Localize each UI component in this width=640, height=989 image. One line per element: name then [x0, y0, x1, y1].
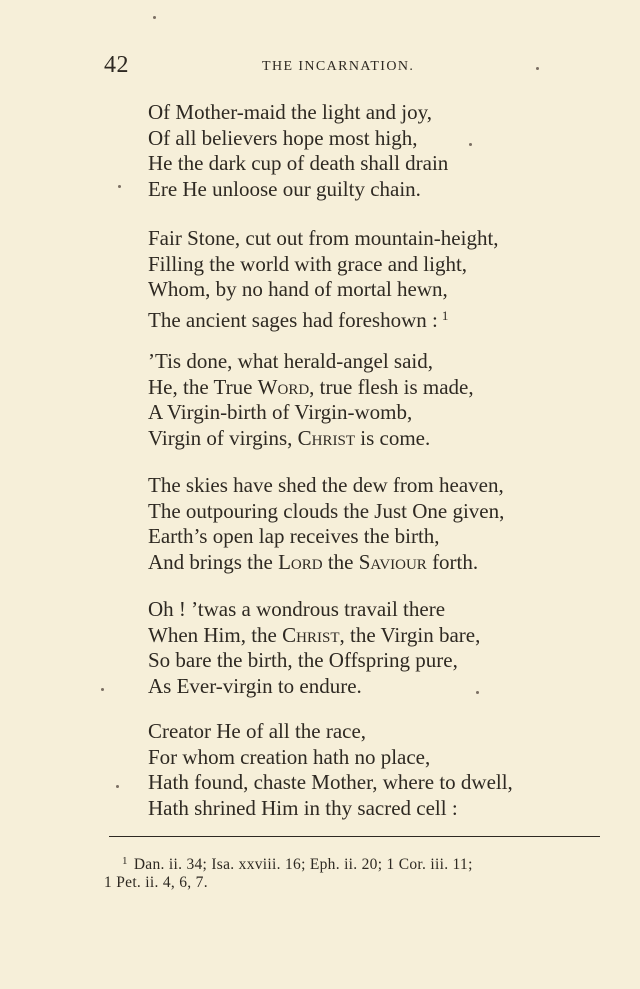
footnote-text: Dan. ii. 34; Isa. xxviii. 16; Eph. ii. 20; 1 Cor. iii. 11; [133, 856, 473, 873]
verse-line: ’Tis done, what herald-angel said, [148, 349, 433, 373]
stanza-6 [148, 719, 588, 821]
verse-text: And brings the [148, 549, 279, 574]
verse-line: So bare the birth, the Offspring pure, [148, 648, 458, 672]
stanza-5 [148, 597, 588, 699]
verse-line [148, 550, 588, 576]
verse-line [148, 426, 588, 452]
running-title: THE INCARNATION. [262, 59, 415, 74]
stanza-2 [148, 226, 588, 333]
verse-line: Of Mother-maid the light and joy, [148, 100, 432, 124]
verse-line: The outpouring clouds the Just One given, [148, 498, 505, 523]
print-speck [118, 185, 121, 188]
verse-text: When Him, the [148, 622, 283, 647]
small-caps-word: Word [257, 374, 310, 399]
footnote-continuation [104, 872, 612, 894]
verse-line: Ere He unloose our guilty chain. [148, 176, 421, 201]
print-speck [153, 16, 156, 19]
verse-line: Creator He of all the race, [148, 719, 367, 743]
verse-line: He the dark cup of death shall drain [148, 151, 449, 175]
verse-line [148, 375, 588, 401]
verse-text: Virgin of virgins, [148, 425, 298, 450]
footnote-text: 1 Pet. ii. 4, 6, 7. [104, 874, 208, 891]
verse-line: Hath found, chaste Mother, where to dwell, [148, 770, 513, 794]
verse-text: , true flesh is made, [309, 374, 474, 399]
verse-line: Filling the world with grace and light, [148, 251, 468, 276]
verse-line: Whom, by no hand of mortal hewn, [148, 277, 448, 301]
verse-line: Oh ! ’twas a wondrous travail there [148, 597, 446, 621]
verse-line: For whom creation hath no place, [148, 744, 431, 769]
verse-line: As Ever-virgin to endure. [148, 673, 362, 698]
stanza-1 [148, 100, 588, 202]
verse-line: Hath shrined Him in thy sacred cell : [148, 795, 458, 820]
verse-line: Of all believers hope most high, [148, 125, 418, 150]
verse-text: , the Virgin bare, [339, 622, 481, 647]
stanza-3 [148, 349, 588, 451]
verse-text: the [322, 549, 359, 574]
verse-line: Fair Stone, cut out from mountain-height, [148, 226, 499, 250]
small-caps-word: Saviour [358, 549, 427, 574]
verse-line: Earth’s open lap receives the birth, [148, 524, 440, 548]
footnote-marker: 1 [122, 855, 128, 867]
small-caps-word: Lord [278, 549, 323, 574]
verse-text: forth. [426, 549, 479, 574]
footnote-reference: 1 [441, 307, 449, 323]
print-speck [101, 688, 104, 691]
verse-line-text: The ancient sages had foreshown : [148, 307, 438, 332]
verse-line: The skies have shed the dew from heaven, [148, 473, 504, 497]
page-number: 42 [104, 52, 129, 78]
print-speck [476, 691, 479, 694]
verse-text: is come. [355, 425, 431, 450]
small-caps-word: Christ [282, 622, 340, 647]
small-caps-word: Christ [297, 425, 355, 450]
stanza-4 [148, 473, 588, 575]
verse-text: He, the True [148, 374, 258, 399]
print-speck [469, 143, 472, 146]
footnote-divider [109, 836, 600, 837]
print-speck [536, 67, 539, 70]
verse-line [148, 623, 588, 649]
print-speck [116, 785, 119, 788]
verse-line: A Virgin-birth of Virgin-womb, [148, 400, 413, 424]
verse-line [148, 303, 588, 334]
